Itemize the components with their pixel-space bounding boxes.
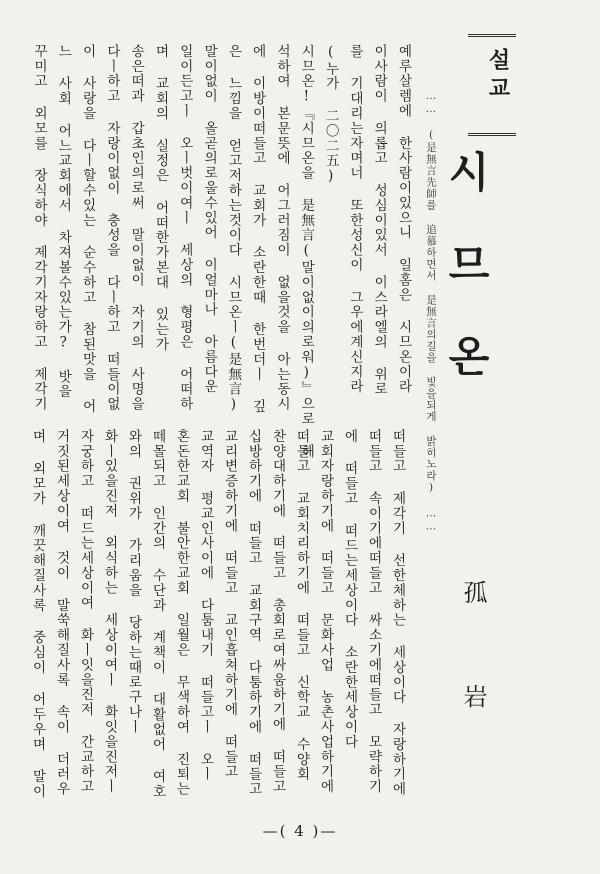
- genre-label: 설교: [485, 48, 511, 104]
- text-column: 석하여 본문뜻에 어그러짐이 없을것을 아는동시: [274, 44, 290, 412]
- text-column: 다ㅣ하고 자랑이없이 충성을 다ㅣ하고 떠들이없: [103, 44, 120, 412]
- text-column: 교리변증하기에 떠들고 교인흡쳐하기에 떠들고: [221, 429, 238, 780]
- text-column: 송은떠과 갑초인의로써 말이없이 자기의 사명을: [128, 44, 145, 412]
- text-column: 느 사회 어느교회에서 차져볼수있는가? 밧을: [55, 44, 72, 400]
- text-column: 혼돈한교회 불안한교회 일월은 무색하여 진퇴는: [173, 429, 190, 797]
- author-name: 孤岩: [459, 580, 487, 788]
- sermon-title: 시므온: [442, 150, 491, 426]
- text-column: 를 기대리는자며너 또한성신이 그우에계신지라: [346, 44, 363, 395]
- text-column: 며 교회의 실정은 어떠한가본대 있는가: [152, 44, 169, 352]
- text-column: 며 외모가 깨끗해질사록 중심이 어두우며 말이: [29, 429, 46, 800]
- text-column: 말이없이 올곧의로울수있어 이얼마나 아름다운: [201, 44, 218, 395]
- page-number: —( 4 )—: [262, 822, 338, 840]
- text-column: 떼몰되고 인간의 수단과 계책이 대활없어 여호: [149, 429, 166, 800]
- text-column: 떠들고 속이기에떠들고 싸소기에떠들고 모략하기: [365, 429, 382, 795]
- text-column: 떠들고 제각기 선한체하는 세상이다 자랑하기에: [389, 429, 406, 797]
- text-column: 와의 권위가 가리움을 당하는때로구나ㅣ: [125, 429, 142, 735]
- text-column: 거짓된세상이여 것이 말쑥해질사록 속이 더러우: [53, 429, 70, 797]
- text-column: 교역자 평교인사이에 다툼내기 떠들고ㅣ 오ㅣ: [197, 429, 214, 782]
- text-column: 에 떠들고 떠드는세상이다 소란한세상이다: [341, 429, 358, 750]
- text-column: 교회자랑하기에 떠들고 문화사업 농촌사업하기에: [317, 429, 334, 795]
- text-column: 이사람이 의롭고 성심이있서 이스라엘의 위로: [371, 44, 388, 397]
- text-column: 자궁하고 떠드는세상이여 화ㅣ잇을진저 간교하고: [77, 429, 94, 795]
- text-column: 에 이방이떠들고 교회가 소란한때 한번더ㅣ 깊: [249, 44, 266, 415]
- text-column: 시므온!『시므온을 是無言(말이없이의로워)』으로 해: [298, 44, 315, 459]
- text-column: 예루살렘에 한사람이있으니 일홈은 시므온이라: [395, 44, 412, 395]
- text-column: 떠들고 교회치리하기에 떠들고 신학교 수양회: [293, 429, 310, 782]
- text-column: 은 느낌을 얻고저하는것이다 시므온ㅣ(是無言): [225, 44, 242, 415]
- text-column: 일이든고ㅣ 오ㅣ벗이여ㅣ 세상의 형평은 어떠하: [176, 44, 193, 412]
- text-column: 찬양대하기에 떠들고 총회로여싸움하기에 떠들고: [269, 429, 286, 795]
- text-column: 이 사랑을 다ㅣ할수있는 순수하고 참된맛을 어: [79, 44, 96, 415]
- text-column: 화ㅣ있을진저 외식하는 세상이여ㅣ 화잇을진저ㅣ: [101, 429, 118, 795]
- subtitle: …… (是無言先師를 追慕하면서 是無言의길을 빛을되게 밝히노라) ……: [425, 90, 437, 534]
- text-column: 십방하기에 떠들고 교회구역 다툼하기에 떠들고: [245, 429, 262, 797]
- text-column: 꾸미고 외모를 장식하야 제각기자랑하고 제각기: [31, 44, 47, 412]
- text-column: (누가 二〇二五): [322, 44, 339, 186]
